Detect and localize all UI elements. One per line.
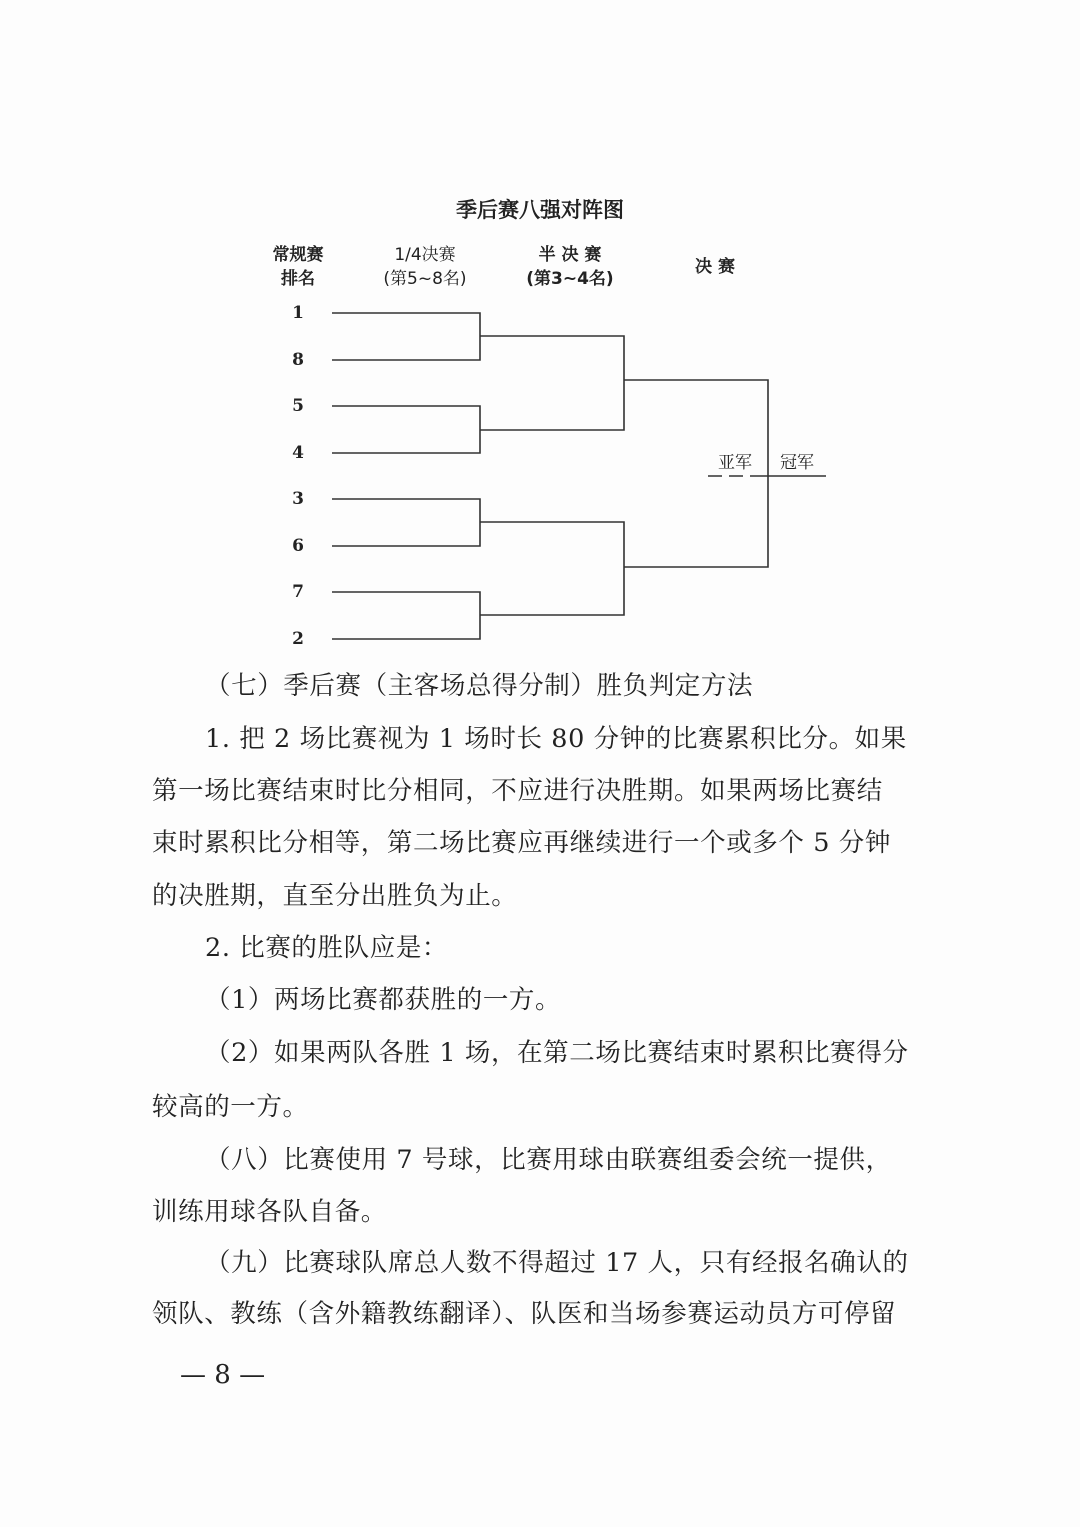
qf-match-1 (332, 313, 480, 360)
seed: 3 (292, 489, 304, 509)
paragraph-line: 1. 把 2 场比赛视为 1 场时长 80 分钟的比赛累积比分。如果 (205, 724, 907, 754)
seed: 7 (292, 582, 304, 602)
qf-match-3 (332, 499, 480, 546)
seed: 8 (292, 350, 304, 370)
seed: 1 (292, 303, 304, 323)
paragraph-line: 束时累积比分相等，第二场比赛应再继续进行一个或多个 5 分钟 (152, 828, 891, 858)
paragraph-line: 训练用球各队自备。 (152, 1197, 387, 1227)
qf-match-4 (332, 592, 480, 639)
paragraph-line: （2）如果两队各胜 1 场，在第二场比赛结束时累积比赛得分 (205, 1038, 909, 1068)
section-heading: （七）季后赛（主客场总得分制）胜负判定方法 (205, 671, 754, 701)
sf-match-1 (480, 336, 624, 430)
champion-label: 冠军 (780, 453, 814, 473)
sf-match-2 (480, 522, 624, 615)
section-heading: （八）比赛使用 7 号球，比赛用球由联赛组委会统一提供， (205, 1145, 892, 1175)
page-number: — 8 — (180, 1360, 266, 1390)
paragraph-line: 的决胜期，直至分出胜负为止。 (152, 881, 518, 911)
qf-header-line1: 1/4决赛 (394, 245, 456, 265)
sf-header-line2: (第3~4名) (526, 269, 614, 289)
seed: 4 (292, 443, 304, 463)
bracket-title: 季后赛八强对阵图 (456, 198, 624, 222)
runner-up-label: 亚军 (718, 453, 752, 473)
rank-header-line2: 排名 (281, 269, 315, 289)
seed: 5 (292, 396, 304, 416)
paragraph-line: 第一场比赛结束时比分相同，不应进行决胜期。如果两场比赛结 (152, 776, 883, 806)
paragraph-line: 较高的一方。 (152, 1092, 309, 1122)
final-header: 决 赛 (695, 257, 735, 277)
paragraph-line: 2. 比赛的胜队应是： (205, 933, 449, 963)
paragraph-line: 领队、教练（含外籍教练翻译）、队医和当场参赛运动员方可停留 (152, 1299, 897, 1329)
sf-header-line1: 半 决 赛 (538, 245, 602, 265)
qf-header-line2: (第5~8名) (383, 269, 467, 289)
section-heading: （九）比赛球队席总人数不得超过 17 人，只有经报名确认的 (205, 1248, 909, 1278)
paragraph-line: （1）两场比赛都获胜的一方。 (205, 985, 562, 1015)
rank-header-line1: 常规赛 (272, 245, 324, 265)
bracket-lines (0, 0, 1080, 700)
qf-match-2 (332, 406, 480, 453)
seed: 6 (292, 536, 304, 556)
seed: 2 (292, 629, 304, 649)
